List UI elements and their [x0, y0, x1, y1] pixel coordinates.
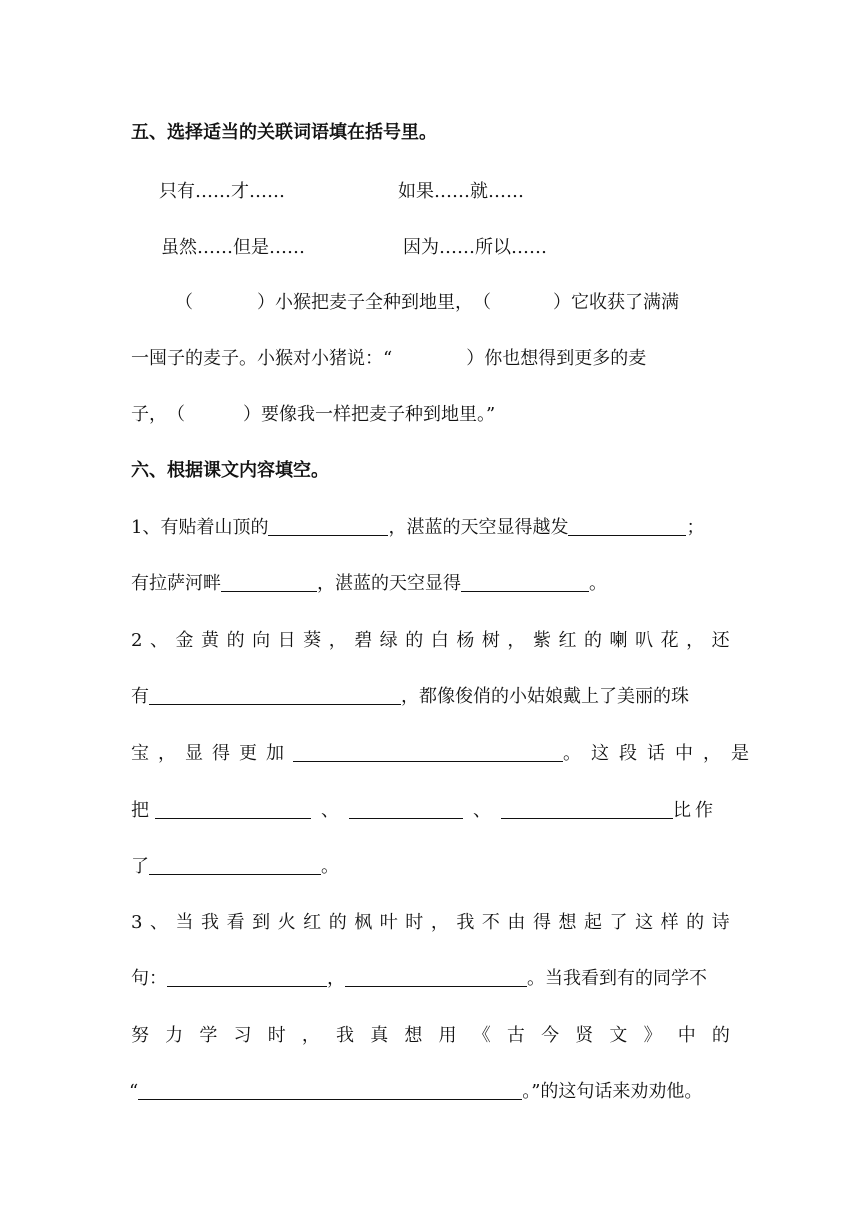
char: 、 — [149, 912, 168, 933]
char: 当 — [175, 912, 194, 933]
q2-line-2 — [131, 685, 730, 709]
text-fragment: 有 — [131, 686, 149, 707]
char: 我 — [456, 912, 475, 933]
char: 绿 — [379, 630, 398, 651]
fill-blank[interactable] — [349, 800, 463, 819]
text-fragment: ； — [686, 517, 705, 538]
q1-line-1 — [131, 516, 730, 540]
char: 看 — [226, 912, 245, 933]
char: 的 — [711, 1025, 730, 1046]
text-fragment: 了 — [131, 856, 149, 877]
text-fragment: 。”的这句话来劝劝他。 — [522, 1081, 703, 1102]
char: 时 — [267, 1025, 286, 1046]
text-fragment: 、 — [321, 800, 339, 821]
char: 的 — [405, 630, 424, 651]
section-5-line-2 — [131, 347, 730, 371]
char: 》 — [643, 1025, 662, 1046]
text-fragment: 。 — [321, 856, 339, 877]
fill-blank[interactable] — [268, 517, 388, 536]
option-if-then: 如果……就…… — [398, 181, 524, 202]
char: 日 — [277, 630, 296, 651]
char: 3 — [131, 912, 143, 933]
text-fragment: 要像我一样把麦子种到地里。” — [261, 404, 496, 425]
section-6-heading: 六、根据课文内容填空。 — [131, 460, 329, 481]
fill-blank[interactable] — [155, 800, 311, 819]
fill-blank[interactable] — [461, 573, 589, 592]
char: 时 — [405, 912, 424, 933]
char: 喇 — [609, 630, 628, 651]
text-fragment: 句： — [131, 968, 167, 989]
char: 用 — [438, 1025, 457, 1046]
text-fragment: 一囤子的麦子。小猴对小猪说：“ — [131, 348, 393, 369]
char: 这 — [635, 912, 654, 933]
char: 力 — [165, 1025, 184, 1046]
text-fragment: 、 — [473, 800, 491, 821]
char: ， — [686, 630, 705, 651]
text-fragment: 1、有贴着山顶的 — [131, 517, 269, 538]
char: 的 — [686, 912, 705, 933]
fill-blank[interactable] — [501, 800, 673, 819]
option-although-but: 虽然……但是…… — [161, 237, 305, 258]
text-fragment: 。这段话中，是 — [563, 743, 759, 764]
char: 白 — [430, 630, 449, 651]
text-fragment: ，都像俊俏的小姑娘戴上了美丽的珠 — [401, 686, 689, 707]
char: 红 — [303, 912, 322, 933]
char: 枫 — [354, 912, 373, 933]
fill-blank[interactable] — [149, 686, 401, 705]
char: ， — [507, 630, 526, 651]
blank-paren-1[interactable]: （ ） — [175, 292, 275, 313]
char: 碧 — [354, 630, 373, 651]
char: 红 — [558, 630, 577, 651]
char: 花 — [660, 630, 679, 651]
q2-line-4 — [131, 799, 730, 823]
char: 真 — [370, 1025, 389, 1046]
fill-blank[interactable] — [293, 743, 563, 762]
char: 叶 — [379, 912, 398, 933]
fill-blank[interactable] — [167, 968, 327, 987]
char: 学 — [199, 1025, 218, 1046]
text-fragment: 有拉萨河畔 — [131, 573, 221, 594]
char: 诗 — [711, 912, 730, 933]
text-fragment: ，湛蓝的天空显得越发 — [388, 517, 569, 538]
char: 想 — [558, 912, 577, 933]
char: 今 — [541, 1025, 560, 1046]
text-fragment: 它收获了满满 — [571, 292, 679, 313]
char: 金 — [175, 630, 194, 651]
text-fragment: “ — [129, 1081, 139, 1102]
q3-line-1 — [131, 911, 730, 935]
fill-blank[interactable] — [149, 856, 321, 875]
char: 我 — [201, 912, 220, 933]
char: 叭 — [635, 630, 654, 651]
char: 中 — [677, 1025, 696, 1046]
char: 古 — [506, 1025, 525, 1046]
section-5-line-1 — [131, 291, 730, 315]
char: 努 — [131, 1025, 149, 1046]
blank-paren-4[interactable]: （ ） — [167, 404, 261, 425]
char: 紫 — [532, 630, 551, 651]
fill-blank[interactable] — [138, 1081, 522, 1100]
char: 想 — [404, 1025, 423, 1046]
q1-line-2 — [131, 572, 730, 596]
q3-line-4 — [129, 1080, 730, 1104]
option-because-so: 因为……所以…… — [403, 237, 547, 258]
text-fragment: 你也想得到更多的麦 — [484, 348, 647, 369]
char: 了 — [609, 912, 628, 933]
char: 的 — [226, 630, 245, 651]
char: 文 — [609, 1025, 628, 1046]
q2-line-5 — [131, 855, 730, 879]
char: 火 — [277, 912, 296, 933]
blank-paren-2[interactable]: （ ） — [473, 292, 571, 313]
char: 由 — [507, 912, 526, 933]
text-fragment: 。 — [589, 573, 607, 594]
text-fragment: 小猴把麦子全种到地里， — [275, 292, 473, 313]
char: 贤 — [575, 1025, 594, 1046]
text-fragment: ，湛蓝的天空显得 — [317, 573, 461, 594]
text-fragment: 。当我看到有的同学不 — [527, 968, 707, 989]
char: 葵 — [303, 630, 322, 651]
text-fragment: 宝，显得更加 — [131, 743, 293, 764]
char: 的 — [328, 912, 347, 933]
char: 习 — [233, 1025, 252, 1046]
q3-line-3 — [131, 1024, 730, 1048]
char: 得 — [532, 912, 551, 933]
text-fragment: 比作 — [673, 800, 717, 821]
char: 向 — [252, 630, 271, 651]
q3-line-2 — [131, 967, 730, 991]
fill-blank[interactable] — [221, 573, 317, 592]
fill-blank[interactable] — [568, 517, 686, 536]
char: 起 — [584, 912, 603, 933]
char: 黄 — [201, 630, 220, 651]
char: 树 — [481, 630, 500, 651]
char: 样 — [660, 912, 679, 933]
fill-blank[interactable] — [345, 968, 527, 987]
option-only-then: 只有……才…… — [159, 181, 285, 202]
q2-line-1 — [131, 629, 730, 653]
char: 还 — [711, 630, 730, 651]
q2-line-3 — [131, 742, 759, 766]
char: ， — [430, 912, 449, 933]
char: 杨 — [456, 630, 475, 651]
char: 、 — [149, 630, 168, 651]
char: ， — [328, 630, 347, 651]
char: 《 — [472, 1025, 491, 1046]
text-fragment: 把 — [131, 800, 149, 821]
char: 我 — [336, 1025, 355, 1046]
char: 2 — [131, 630, 143, 651]
text-fragment: 子， — [131, 404, 167, 425]
char: ， — [301, 1025, 320, 1046]
char: 不 — [481, 912, 500, 933]
char: 的 — [584, 630, 603, 651]
section-5-heading: 五、选择适当的关联词语填在括号里。 — [131, 122, 437, 143]
char: 到 — [252, 912, 271, 933]
text-fragment: ， — [327, 968, 345, 989]
blank-paren-3[interactable]: ） — [466, 348, 485, 369]
section-5-line-3 — [131, 403, 730, 427]
